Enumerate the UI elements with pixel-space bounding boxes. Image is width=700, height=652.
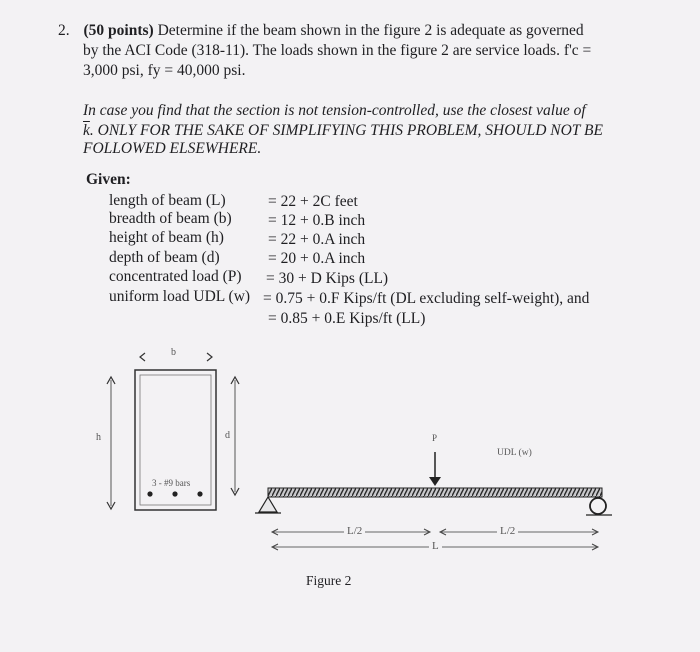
- rebar-3: [197, 491, 202, 496]
- given-label-1: breadth of beam (b): [109, 210, 232, 227]
- note-line-1: In case you find that the section is not tension-controlled, use the closest value of: [83, 102, 586, 119]
- label-half-left: L/2: [344, 525, 365, 537]
- note-line-3: FOLLOWED ELSEWHERE.: [83, 140, 262, 157]
- problem-number: 2.: [58, 22, 70, 39]
- roller-support: [590, 498, 606, 514]
- rebar-2: [172, 491, 177, 496]
- label-d: d: [225, 430, 230, 441]
- given-label-5: uniform load UDL (w): [109, 288, 251, 305]
- given-label-2: height of beam (h): [109, 229, 224, 246]
- beam-elevation: [255, 452, 612, 550]
- given-value-3: = 20 + 0.A inch: [268, 250, 366, 267]
- given-value-5: = 0.75 + 0.F Kips/ft (DL excluding self-weight), and: [263, 290, 590, 307]
- note-text-2: . ONLY FOR THE SAKE OF SIMPLIFYING THIS PROBLEM, SHOULD NOT BE: [89, 122, 603, 139]
- label-bars: 3 - #9 bars: [152, 478, 191, 488]
- pin-support: [259, 497, 277, 512]
- problem-line-2: by the ACI Code (318-11). The loads shown in the figure 2 are service loads. f'c =: [83, 42, 592, 59]
- label-b: b: [171, 347, 176, 358]
- label-udl: UDL (w): [497, 448, 532, 458]
- label-l: L: [429, 540, 442, 552]
- beam-body: [268, 488, 602, 497]
- section-outline: [135, 370, 216, 510]
- label-p: P: [432, 433, 438, 443]
- given-heading: Given:: [86, 171, 131, 188]
- given-value-4: = 30 + D Kips (LL): [266, 270, 389, 287]
- rebar-1: [147, 491, 152, 496]
- given-label-0: length of beam (L): [109, 192, 226, 209]
- given-value-2: = 22 + 0.A inch: [268, 231, 366, 248]
- label-h: h: [96, 432, 101, 443]
- problem-line-3: 3,000 psi, fy = 40,000 psi.: [83, 62, 246, 79]
- figure-caption: Figure 2: [306, 573, 352, 588]
- problem-points: (50 points): [83, 22, 154, 39]
- b-arrow-right: [207, 353, 212, 361]
- b-arrow-left: [140, 353, 145, 361]
- problem-text-1: Determine if the beam shown in the figure 2 is adequate as governed: [153, 22, 584, 39]
- k-bar-symbol: $\overline{k}$: [83, 122, 90, 139]
- given-label-4: concentrated load (P): [109, 268, 242, 285]
- label-half-right: L/2: [497, 525, 518, 537]
- given-value-0: = 22 + 2C feet: [268, 193, 358, 210]
- given-label-3: depth of beam (d): [109, 249, 220, 266]
- given-value-1: = 12 + 0.B inch: [268, 212, 366, 229]
- given-value-extra: = 0.85 + 0.E Kips/ft (LL): [268, 310, 426, 327]
